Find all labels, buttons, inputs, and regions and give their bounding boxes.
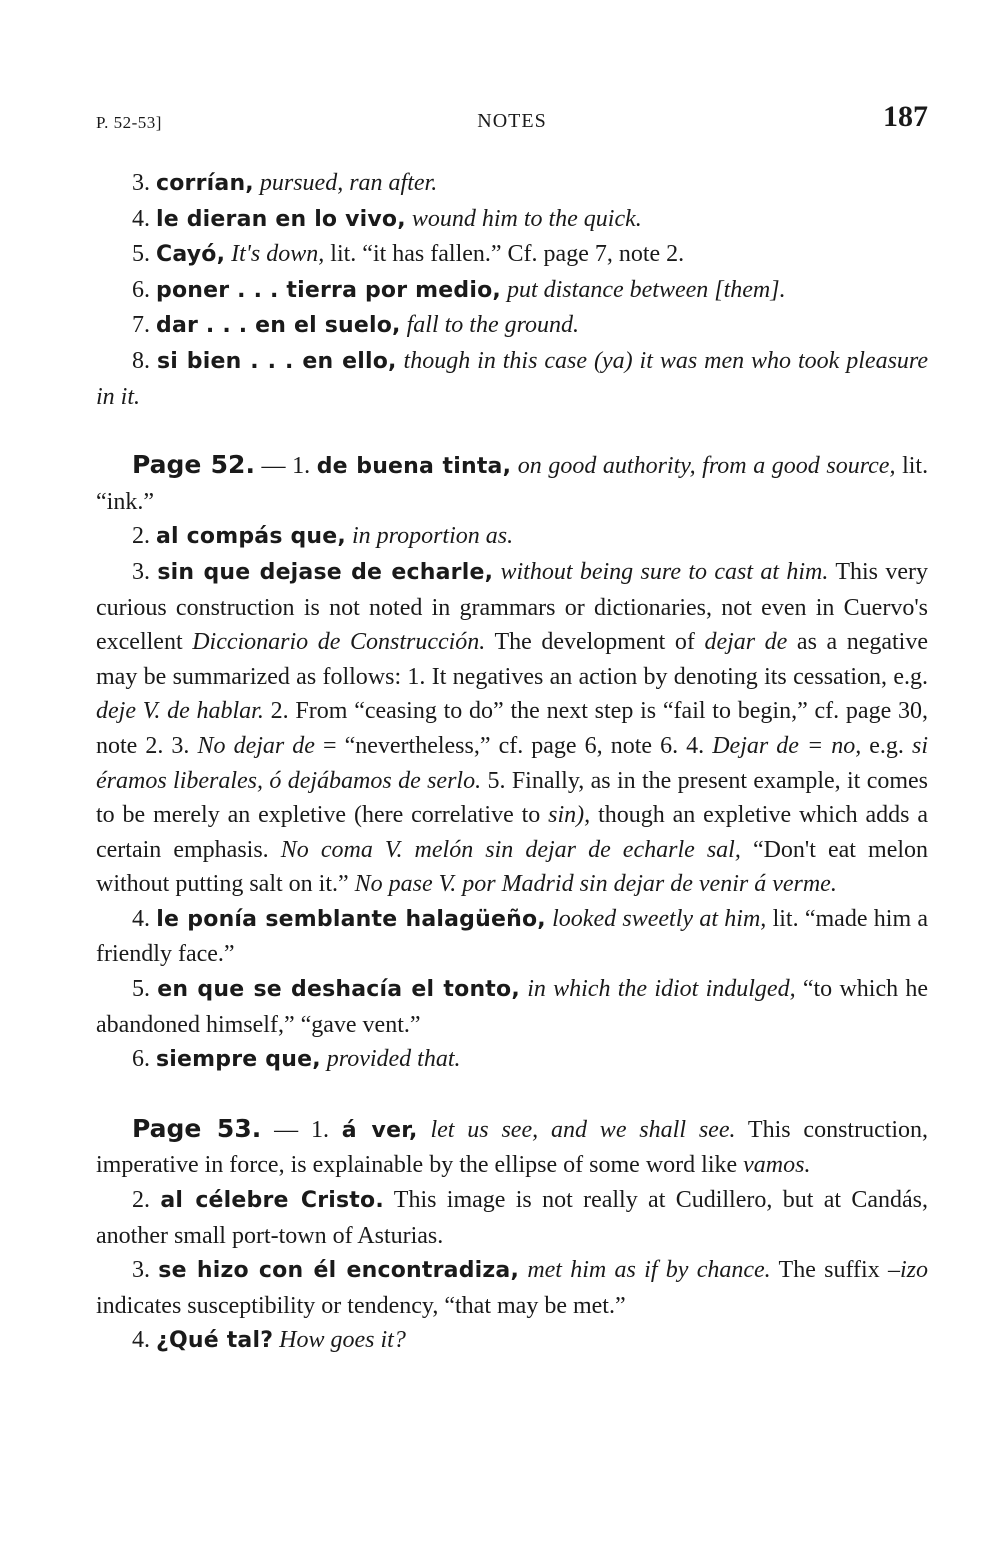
note-item: 6. poner . . . tierra por medio, put distance between [them]. [132, 276, 786, 303]
running-head [96, 100, 928, 140]
page-number: 187 [883, 100, 928, 133]
note-item: 4. ¿Qué tal? How goes it? [132, 1327, 406, 1354]
page-range: P. 52-53] [96, 113, 162, 132]
note-item: 2. al compás que, in proportion as. [132, 523, 514, 550]
note-item: 3. corrían, pursued, ran after. [132, 170, 438, 196]
page-label: Page 52. [132, 450, 255, 480]
note-item: 4. le dieran en lo vivo, wound him to the quick. [132, 205, 642, 232]
note-item: 8. si bien . . . en ello, though in this case (ya) it was men who took pleasure in it. [96, 347, 929, 410]
note-item: 5. Cayó, It's down, lit. “it has fallen.” Cf. page 7, note 2. [132, 241, 685, 268]
note-item: 6. siempre que, provided that. [132, 1046, 461, 1073]
note-item-long: 3. sin que dejase de echarle, without being sure to cast at him. This very curious construction is not noted in grammars or dictionaries, not even in Cuervo's excellent Diccionario de Construcción. The development of dejar de as a negative may be summarized as follows: 1. It negatives an action by denoting its cessation, e.g. deje V. de hablar. 2. From “ceasing to do” the next step is “fail to begin,” cf. page 30, note 2. 3. No dejar de = “nevertheless,” cf. page 6, note 6. 4. Dejar de = no, e.g. si éramos liberales, ó dejábamos de serlo. 5. Finally, as in the present example, it comes to be merely an expletive (here correlative to sin), though an expletive which adds a certain emphasis. No coma V. melón sin dejar de echarle sal, “Don't eat melon without putting salt on it.” No pase V. por Madrid sin dejar de venir á verme. [96, 558, 929, 898]
page-53-note-1: Page 53. — 1. á ver, let us see, and we shall see. This construction, imperative in force, is explainable by the ellipse of some word like vamos. [96, 1113, 929, 1179]
section-title: NOTES [477, 110, 547, 132]
note-item: 4. le ponía semblante halagüeño, looked sweetly at him, lit. “made him a friendly face.” [96, 905, 929, 968]
page-52-note-1: Page 52. — 1. de buena tinta, on good authority, from a good source, lit. “ink.” [96, 450, 929, 515]
note-item: 2. al célebre Cristo. This image is not really at Cudillero, but at Candás, another small port-town of Asturias. [96, 1187, 929, 1249]
book-page [96, 100, 928, 1359]
note-item: 3. se hizo con él encontradiza, met him as if by chance. The suffix –izo indicates susceptibility or tendency, “that may be met.” [96, 1257, 929, 1319]
note-item: 5. en que se deshacía el tonto, in which the idiot indulged, “to which he abandoned himself,” “gave vent.” [96, 976, 929, 1038]
note-item: 7. dar . . . en el suelo, fall to the ground. [132, 312, 580, 339]
page-label: Page 53. [132, 1113, 262, 1143]
